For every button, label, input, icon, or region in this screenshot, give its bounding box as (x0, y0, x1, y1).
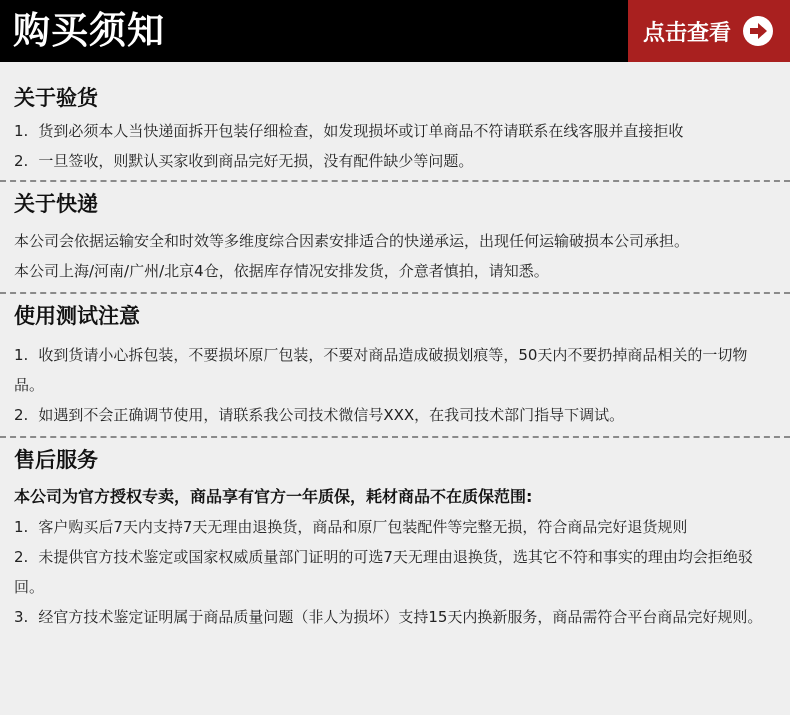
view-details-button[interactable] (628, 0, 790, 62)
list-item (14, 226, 776, 256)
section-usage (0, 294, 790, 430)
page-header (0, 0, 790, 62)
item-text: 收到货请小心拆包装，不要损坏原厂包装，不要对商品造成破损划痕等，50天内不要扔掉商品相关的一切物品。 (14, 346, 748, 394)
arrow-right-circle-icon (741, 14, 775, 48)
section-delivery (0, 182, 790, 286)
item-number: 3. (14, 608, 29, 626)
item-number: 2. (14, 406, 29, 424)
item-text: 货到必须本人当快递面拆开包装仔细检查，如发现损坏或订单商品不符请联系在线客服并直接拒收 (38, 122, 684, 140)
section-inspection (0, 62, 790, 176)
item-number: 2. (14, 548, 29, 566)
item-number: 1. (14, 346, 29, 364)
item-text: 本公司上海/河南/广州/北京4仓，依据库存情况安排发货，介意者慎拍，请知悉。 (14, 262, 549, 280)
after-sales-lead: 本公司为官方授权专卖，商品享有官方一年质保，耗材商品不在质保范围: (14, 487, 533, 506)
list-item (14, 340, 776, 400)
list-item (14, 146, 776, 176)
item-text: 一旦签收，则默认买家收到商品完好无损，没有配件缺少等问题。 (38, 152, 474, 170)
list-item (14, 256, 776, 286)
section-after-sales (0, 438, 790, 632)
list-item (14, 542, 776, 602)
item-number: 1. (14, 518, 29, 536)
content (0, 62, 790, 632)
section-title: 售后服务 (14, 448, 98, 472)
list-item (14, 400, 776, 430)
section-title: 关于验货 (14, 86, 98, 110)
page-title: 购买须知 (13, 9, 165, 52)
section-title: 关于快递 (14, 192, 98, 216)
item-text: 如遇到不会正确调节使用，请联系我公司技术微信号XXX，在我司技术部门指导下调试。 (38, 406, 625, 424)
item-text: 本公司会依据运输安全和时效等多维度综合因素安排适合的快递承运，出现任何运输破损本公司承担。 (14, 232, 690, 250)
section-title: 使用测试注意 (14, 304, 140, 328)
list-item (14, 512, 776, 542)
item-number: 1. (14, 122, 29, 140)
view-details-label: 点击查看 (642, 20, 731, 46)
list-item (14, 116, 776, 146)
item-text: 客户购买后7天内支持7天无理由退换货，商品和原厂包装配件等完整无损，符合商品完好退货规则 (38, 518, 688, 536)
item-text: 未提供官方技术鉴定或国家权威质量部门证明的可选7天无理由退换货，选其它不符和事实的理由均会拒绝驳回。 (14, 548, 753, 596)
item-text: 经官方技术鉴定证明属于商品质量问题（非人为损坏）支持15天内换新服务，商品需符合平台商品完好规则。 (38, 608, 763, 626)
item-number: 2. (14, 152, 29, 170)
list-item (14, 602, 776, 632)
